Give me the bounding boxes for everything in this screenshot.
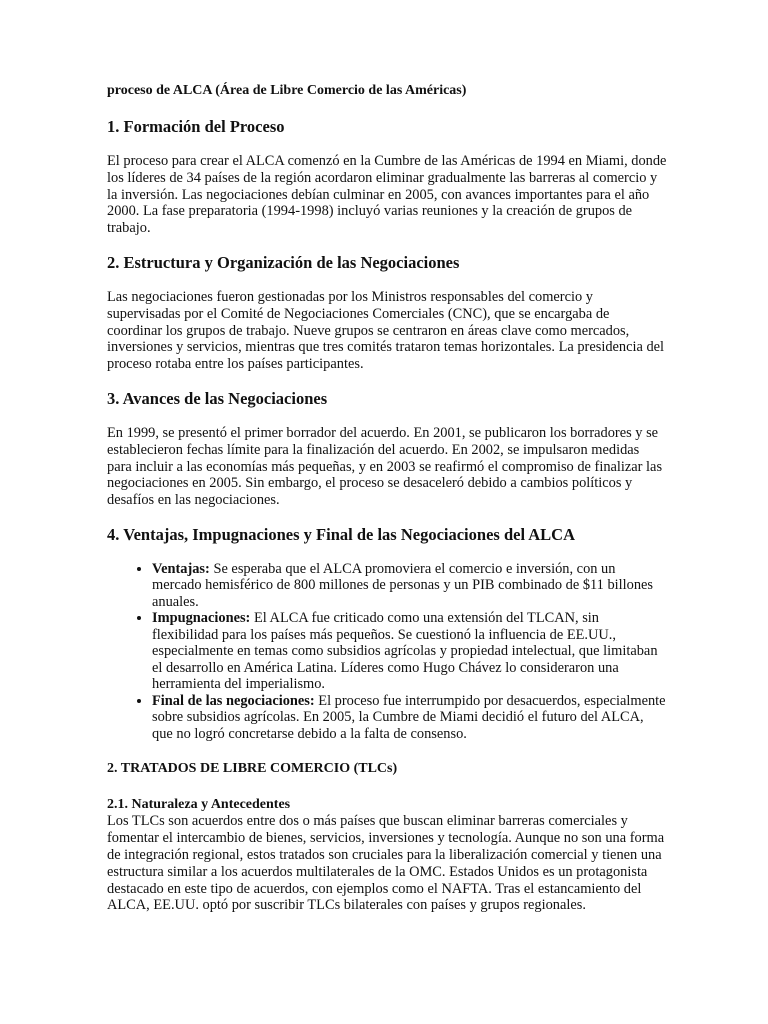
section-4-heading: 4. Ventajas, Impugnaciones y Final de las Negociaciones del ALCA: [107, 524, 575, 544]
list-item: [152, 610, 667, 693]
section-2-heading: 2. Estructura y Organización de las Negociaciones: [107, 252, 460, 272]
section-4-bullet-list: [107, 561, 667, 743]
bullet-label: Ventajas:: [152, 560, 210, 577]
section-1-paragraph: El proceso para crear el ALCA comenzó en la Cumbre de las Américas de 1994 en Miami, donde los líderes de 34 países de la región acordaron eliminar gradualmente las barreras al comercio y la inversión. Las negociaciones debían culminar en 2005, con avances importantes para el año 2000. La fase preparatoria (1994-1998) incluyó varias reuniones y la creación de grupos de trabajo.: [107, 153, 667, 237]
part-2-paragraph: Los TLCs son acuerdos entre dos o más países que buscan eliminar barreras comerciales y fomentar el intercambio de bienes, servicios, inversiones y tecnología. Aunque no son una forma de integración regional, estos tratados son cruciales para la liberalización comercial y tienen una estructura similar a los acuerdos multilaterales de la OMC. Estados Unidos es un protagonista destacado en este tipo de acuerdos, con ejemplos como el NAFTA. Tras el estancamiento del ALCA, EE.UU. optó por suscribir TLCs bilaterales con países y grupos regionales.: [107, 813, 665, 914]
section-3-heading: 3. Avances de las Negociaciones: [107, 388, 328, 408]
list-item: [152, 561, 667, 611]
document-title: proceso de ALCA (Área de Libre Comercio de las Américas): [107, 83, 467, 98]
bullet-label: Final de las negociaciones:: [152, 692, 315, 709]
section-1-heading: 1. Formación del Proceso: [107, 117, 285, 136]
part-2-heading: 2. TRATADOS DE LIBRE COMERCIO (TLCs): [107, 761, 398, 777]
section-3-paragraph: En 1999, se presentó el primer borrador del acuerdo. En 2001, se publicaron los borradores y se establecieron fechas límite para la finalización del acuerdo. En 2002, se impulsaron medidas para incluir a las economías más pequeñas, y en 2003 se reafirmó el compromiso de finalizar las negociaciones en 2005. Sin embargo, el proceso se desaceleró debido a cambios políticos y desafíos en las negociaciones.: [107, 424, 663, 509]
bullet-label: Impugnaciones:: [152, 610, 251, 627]
list-item: [152, 693, 667, 743]
section-2-paragraph: Las negociaciones fueron gestionadas por los Ministros responsables del comercio y supervisadas por el Comité de Negociaciones Comerciales (CNC), que se encargaba de coordinar los grupos de trabajo. Nueve grupos se centraron en áreas clave como mercados, inversiones y servicios, mientras que tres comités trataron temas horizontales. La presidencia del proceso rotaba entre los países participantes.: [107, 288, 665, 373]
bullet-text: Se esperaba que el ALCA promoviera el comercio e inversión, con un mercado hemisférico de 800 millones de personas y un PIB combinado de $11 billones anuales.: [152, 560, 654, 610]
bullet-text: El ALCA fue criticado como una extensión del TLCAN, sin flexibilidad para los países más pequeños. Se cuestionó la influencia de EE.UU., especialmente en temas como subsidios agrícolas y propiedad intelectual, que limitaban el desarrollo en América Latina. Líderes como Hugo Chávez lo consideraron una herramienta del imperialismo.: [152, 610, 658, 693]
bullet-text: El proceso fue interrumpido por desacuerdos, especialmente sobre subsidios agrícolas. En 2005, la Cumbre de Miami decidió el futuro del ALCA, que no logró concretarse debido a la falta de consenso.: [152, 692, 666, 742]
part-2-subheading: 2.1. Naturaleza y Antecedentes: [107, 797, 291, 813]
document-page: [107, 82, 667, 914]
